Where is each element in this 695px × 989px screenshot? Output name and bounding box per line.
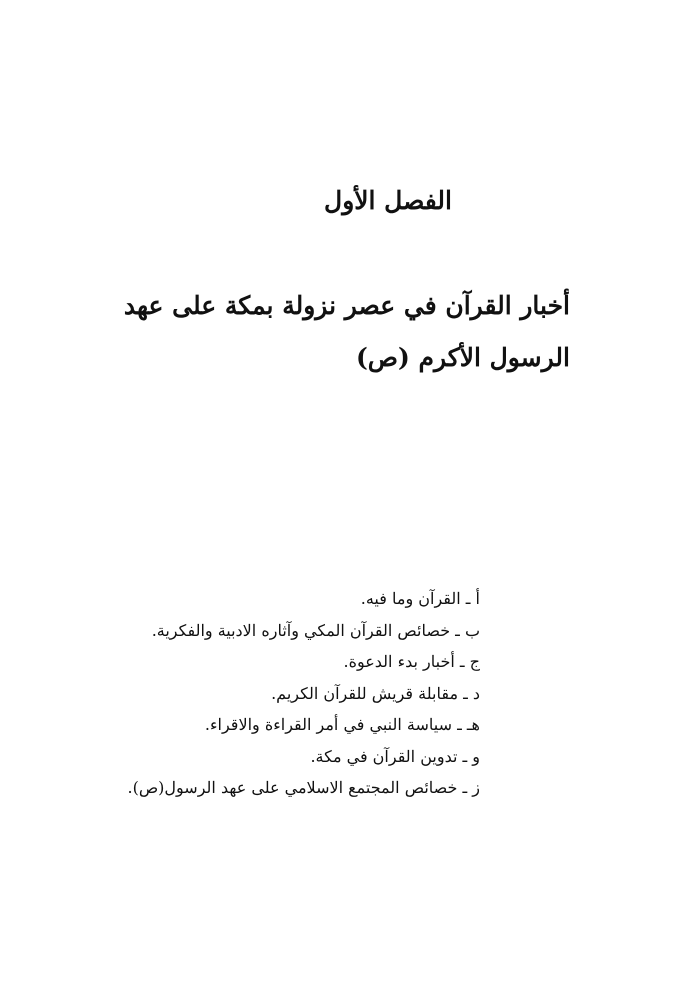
contents-item-waw: و ـ تدوين القرآن في مكة. [310,746,480,766]
contents-item-zay: ز ـ خصائص المجتمع الاسلامي على عهد الرسول(ص). [127,778,480,797]
contents-item-ha: هـ ـ سياسة النبي في أمر القراءة والاقراء. [204,715,480,734]
chapter-title: الفصل الأول [324,186,452,215]
contents-item-dal: د ـ مقابلة قريش للقرآن الكريم. [271,683,480,703]
contents-item-alif: أ ـ القرآن وما فيه. [360,589,480,608]
contents-item-ba: ب ـ خصائص القرآن المكي وآثاره الادبية والفكرية. [151,620,480,640]
section-title-line-2: الرسول الأكرم (ص) [355,343,570,372]
contents-list [60,583,480,804]
section-title-line-1: أخبار القرآن في عصر نزولة بمكة على عهد [123,291,570,320]
contents-item-jim: ج ـ أخبار بدء الدعوة. [343,652,480,671]
section-title [110,280,570,384]
